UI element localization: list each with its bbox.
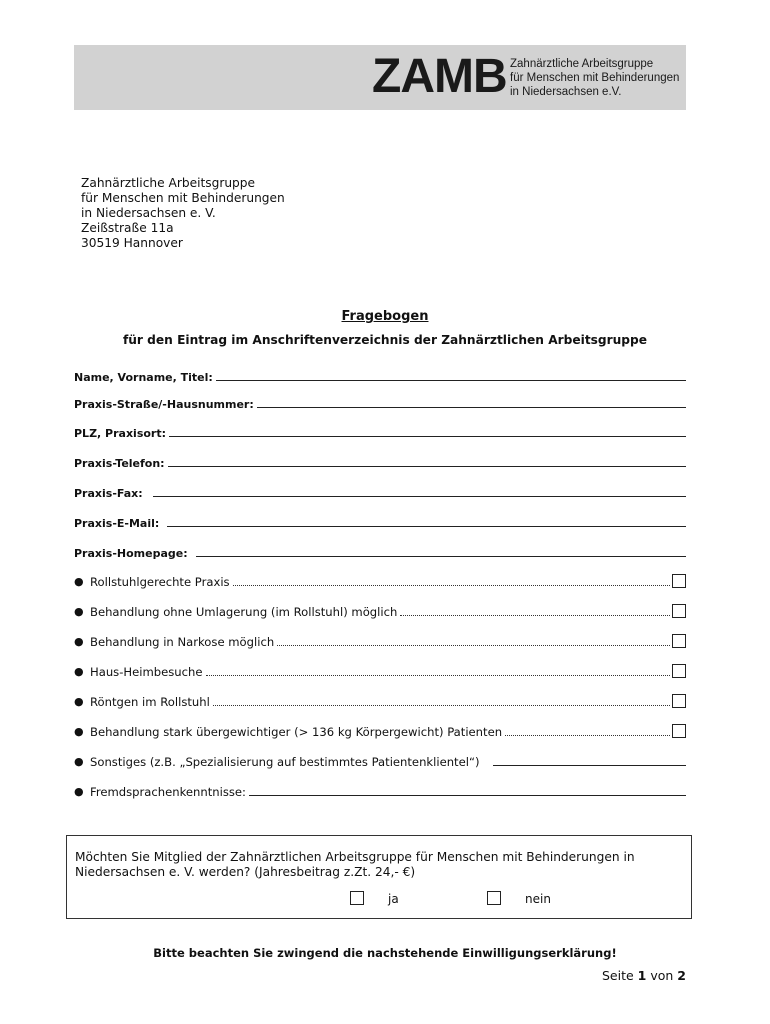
field-homepage[interactable] <box>74 544 686 560</box>
checklist-label: Haus-Heimbesuche <box>90 665 203 679</box>
checklist-label: Behandlung ohne Umlagerung (im Rollstuhl) möglich <box>90 605 398 619</box>
checklist-label: Behandlung in Narkose möglich <box>90 635 275 649</box>
dot-leader <box>206 675 671 676</box>
fill-line[interactable] <box>168 466 686 467</box>
field-name[interactable] <box>74 368 686 384</box>
page-prefix: Seite <box>601 968 634 983</box>
fill-line[interactable] <box>153 496 686 497</box>
languages-item <box>74 783 686 799</box>
field-label: Name, Vorname, Titel: <box>74 371 213 384</box>
address-line: 30519 Hannover <box>81 236 183 250</box>
fill-line[interactable] <box>169 436 686 437</box>
field-label: Praxis-Fax: <box>74 487 143 500</box>
checklist-label: Rollstuhlgerechte Praxis <box>90 575 230 589</box>
checklist-label: Behandlung stark übergewichtiger (> 136 kg Körpergewicht) Patienten <box>90 725 503 739</box>
field-label: Praxis-Telefon: <box>74 457 165 470</box>
fill-line[interactable] <box>216 380 686 381</box>
consent-notice: Bitte beachten Sie zwingend die nachstehende Einwilligungserklärung! <box>153 946 617 960</box>
logo-subtitle-line: Zahnärztliche Arbeitsgruppe <box>510 58 654 70</box>
checklist-item <box>74 573 686 589</box>
fill-line[interactable] <box>257 407 686 408</box>
bullet-icon: ● <box>74 695 84 708</box>
bullet-icon: ● <box>74 635 84 648</box>
logo-subtitle <box>510 57 679 99</box>
bullet-icon: ● <box>74 605 84 618</box>
field-label: Praxis-Homepage: <box>74 547 188 560</box>
fill-line[interactable] <box>196 556 686 557</box>
zamb-logo: ZAMB <box>372 50 507 103</box>
dot-leader <box>400 615 670 616</box>
field-email[interactable] <box>74 514 686 530</box>
dot-leader <box>277 645 670 646</box>
fill-line[interactable] <box>249 795 686 796</box>
dot-leader <box>505 735 670 736</box>
checkbox[interactable] <box>672 724 686 738</box>
checkbox[interactable] <box>672 694 686 708</box>
field-street[interactable] <box>74 395 686 411</box>
header-banner <box>74 45 686 110</box>
field-fax[interactable] <box>74 484 686 500</box>
no-label: nein <box>525 891 551 906</box>
checklist-item <box>74 633 686 649</box>
bullet-icon: ● <box>74 575 84 588</box>
checklist-item <box>74 603 686 619</box>
yes-label: ja <box>388 891 399 906</box>
other-label: Sonstiges (z.B. „Spezialisierung auf bestimmtes Patientenklientel“) <box>90 755 480 769</box>
bullet-icon: ● <box>74 665 84 678</box>
address-line: in Niedersachsen e. V. <box>81 206 216 220</box>
field-label: Praxis-E-Mail: <box>74 517 160 530</box>
checkbox-no[interactable] <box>487 891 501 905</box>
languages-label: Fremdsprachenkenntnisse: <box>90 785 246 799</box>
field-label: Praxis-Straße/-Hausnummer: <box>74 398 254 411</box>
address-line: für Menschen mit Behinderungen <box>81 191 285 205</box>
fill-line[interactable] <box>167 526 686 527</box>
membership-box <box>66 835 692 919</box>
page-number <box>602 968 686 983</box>
logo-subtitle-line: in Niedersachsen e.V. <box>510 86 622 98</box>
page-sep: von <box>650 968 674 983</box>
checkbox[interactable] <box>672 604 686 618</box>
address-line: Zeißstraße 11a <box>81 221 174 235</box>
page-total: 2 <box>677 968 686 983</box>
membership-no-option[interactable] <box>487 891 551 906</box>
other-item <box>74 753 686 769</box>
recipient-address <box>81 176 285 251</box>
checklist-item <box>74 693 686 709</box>
page-subtitle: für den Eintrag im Anschriftenverzeichnis der Zahnärztlichen Arbeitsgruppe <box>122 333 648 347</box>
checklist-item <box>74 663 686 679</box>
fill-line[interactable] <box>493 765 686 766</box>
dot-leader <box>213 705 670 706</box>
checkbox[interactable] <box>672 574 686 588</box>
bullet-icon: ● <box>74 755 84 768</box>
membership-question: Möchten Sie Mitglied der Zahnärztlichen Arbeitsgruppe für Menschen mit Behinderungen in Niedersachsen e. V. werden? (Jahresbeitrag z.Zt. 24,- €) <box>75 850 635 879</box>
checkbox-yes[interactable] <box>350 891 364 905</box>
bullet-icon: ● <box>74 725 84 738</box>
field-city[interactable] <box>74 424 686 440</box>
checklist-item <box>74 723 686 739</box>
dot-leader <box>233 585 670 586</box>
field-label: PLZ, Praxisort: <box>74 427 167 440</box>
field-phone[interactable] <box>74 454 686 470</box>
logo-subtitle-line: für Menschen mit Behinderungen <box>510 72 680 84</box>
address-line: Zahnärztliche Arbeitsgruppe <box>81 176 256 190</box>
page-current: 1 <box>637 968 647 983</box>
checklist-label: Röntgen im Rollstuhl <box>90 695 210 709</box>
membership-yes-option[interactable] <box>350 891 399 906</box>
checkbox[interactable] <box>672 634 686 648</box>
page-title: Fragebogen <box>341 309 429 324</box>
checkbox[interactable] <box>672 664 686 678</box>
bullet-icon: ● <box>74 785 84 798</box>
